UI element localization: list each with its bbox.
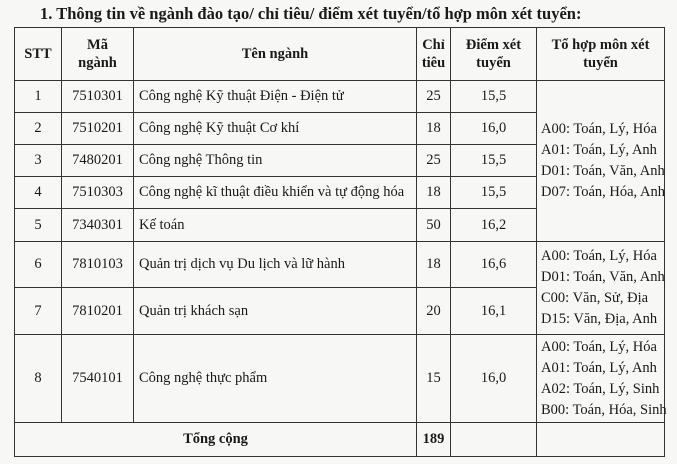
cell-diem: 16,2 (451, 209, 537, 242)
header-ma-line2: ngành (78, 55, 117, 71)
cell-ma-nganh: 7510301 (62, 81, 134, 113)
total-label: Tổng cộng (15, 423, 417, 457)
combo-item: A00: Toán, Lý, Hóa (541, 248, 657, 264)
header-ten-nganh: Tên ngành (134, 28, 417, 81)
combo-item: D01: Toán, Văn, Anh (541, 163, 665, 179)
section-heading: 1. Thông tin về ngành đào tạo/ chỉ tiêu/ điểm xét tuyển/tổ hợp môn xét tuyển: (40, 4, 582, 23)
cell-stt: 5 (15, 209, 62, 242)
cell-stt: 1 (15, 81, 62, 113)
cell-ma-nganh: 7810201 (62, 288, 134, 335)
header-chi-tieu (417, 28, 451, 81)
admission-table (14, 27, 665, 457)
header-to-hop (537, 28, 665, 81)
header-stt: STT (15, 28, 62, 81)
cell-chi-tieu: 18 (417, 113, 451, 145)
combo-item: A02: Toán, Lý, Sinh (541, 380, 660, 397)
cell-stt: 4 (15, 177, 62, 209)
cell-stt: 7 (15, 288, 62, 335)
cell-stt: 3 (15, 145, 62, 177)
cell-ten-nganh: Công nghệ Thông tin (134, 145, 417, 177)
cell-to-hop-group3 (537, 335, 665, 423)
header-row (15, 28, 665, 81)
cell-ma-nganh: 7510201 (62, 113, 134, 145)
cell-chi-tieu: 50 (417, 209, 451, 242)
combo-item: D07: Toán, Hóa, Anh (541, 184, 665, 200)
combo-item: D01: Toán, Văn, Anh (541, 269, 665, 285)
combo-item: A01: Toán, Lý, Anh (541, 142, 657, 158)
cell-stt: 2 (15, 113, 62, 145)
cell-chi-tieu: 15 (417, 335, 451, 423)
combo-item: A00: Toán, Lý, Hóa (541, 338, 657, 355)
cell-ten-nganh: Công nghệ thực phẩm (134, 335, 417, 423)
cell-ma-nganh: 7540101 (62, 335, 134, 423)
cell-diem: 15,5 (451, 81, 537, 113)
table-row (15, 242, 665, 288)
combo-item: B00: Toán, Hóa, Sinh (541, 401, 667, 418)
cell-chi-tieu: 25 (417, 145, 451, 177)
combo-item: A01: Toán, Lý, Anh (541, 359, 657, 376)
header-diem (451, 28, 537, 81)
cell-chi-tieu: 25 (417, 81, 451, 113)
cell-diem: 15,5 (451, 145, 537, 177)
header-tohop-line1: Tổ hợp môn xét (551, 37, 650, 53)
cell-diem: 16,0 (451, 113, 537, 145)
cell-diem: 16,0 (451, 335, 537, 423)
cell-diem: 16,1 (451, 288, 537, 335)
cell-ten-nganh: Quản trị khách sạn (134, 288, 417, 335)
combo-item: D15: Văn, Địa, Anh (541, 311, 658, 327)
cell-ma-nganh: 7510303 (62, 177, 134, 209)
combo-item: C00: Văn, Sử, Địa (541, 290, 649, 306)
cell-ten-nganh: Công nghệ Kỹ thuật Cơ khí (134, 113, 417, 145)
header-chi-line1: Chỉ (422, 37, 445, 53)
table-row (15, 335, 665, 423)
cell-diem: 15,5 (451, 177, 537, 209)
cell-ten-nganh: Công nghệ kĩ thuật điều khiển và tự động hóa (134, 177, 417, 209)
header-diem-line1: Điểm xét (465, 37, 522, 53)
table-row (15, 81, 665, 113)
cell-chi-tieu: 18 (417, 177, 451, 209)
cell-ma-nganh: 7340301 (62, 209, 134, 242)
header-diem-line2: tuyển (476, 55, 511, 71)
total-empty-cell (451, 423, 537, 457)
cell-stt: 6 (15, 242, 62, 288)
cell-ten-nganh: Quản trị dịch vụ Du lịch và lữ hành (134, 242, 417, 288)
cell-diem: 16,6 (451, 242, 537, 288)
total-row (15, 423, 665, 457)
total-empty-cell (537, 423, 665, 457)
header-chi-line2: tiêu (421, 55, 446, 71)
cell-ma-nganh: 7810103 (62, 242, 134, 288)
cell-ten-nganh: Công nghệ Kỹ thuật Điện - Điện tử (134, 81, 417, 113)
cell-chi-tieu: 20 (417, 288, 451, 335)
header-ma-line1: Mã (87, 37, 108, 53)
cell-to-hop-group2 (537, 242, 665, 335)
header-tohop-line2: tuyển (583, 55, 618, 71)
header-ma-nganh (62, 28, 134, 81)
cell-to-hop-group1 (537, 81, 665, 242)
cell-stt: 8 (15, 335, 62, 423)
cell-ten-nganh: Kế toán (134, 209, 417, 242)
cell-chi-tieu: 18 (417, 242, 451, 288)
combo-item: A00: Toán, Lý, Hóa (541, 121, 657, 137)
total-value: 189 (417, 423, 451, 457)
cell-ma-nganh: 7480201 (62, 145, 134, 177)
